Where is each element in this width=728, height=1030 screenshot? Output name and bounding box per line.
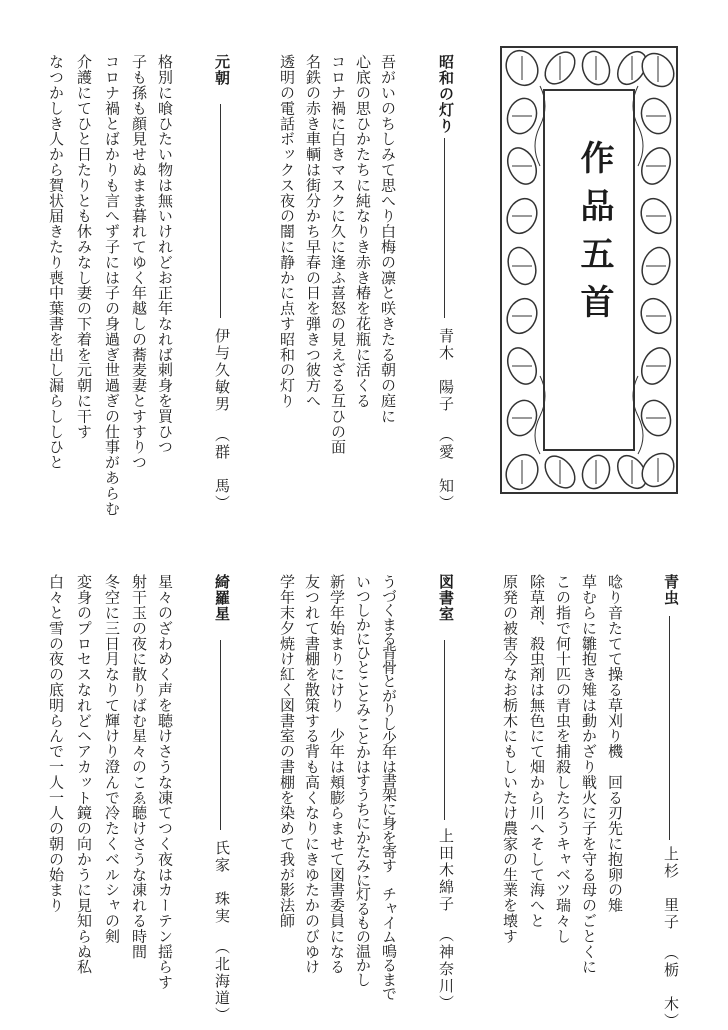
poem-line: うづくまる背骨とがりし少年は書架に身を寄す チャイム鳴るまで — [380, 574, 398, 1001]
work-title: 図書室 — [437, 574, 455, 622]
poem-line: 吾がいのちしみて思へり白梅の凛と咲きたる朝の庭に — [379, 54, 397, 424]
poem-line: コロナ禍とばかりも言へず子には子の身過ぎ世過ぎの仕事があらむ — [103, 54, 121, 516]
title-rule — [444, 640, 445, 820]
poem-line: 介護にてひと日たりとも休みなし妻の下着を元朝に干す — [75, 54, 93, 439]
poem-line: 友つれて書棚を散策する背も高くなりにきゆたかのびゆけ — [303, 574, 321, 975]
poem-line: 草むらに雛抱き雉は動かざり戦火に子を守る母のごとくに — [580, 574, 598, 975]
poem-line: 名鉄の赤き車輌は街分かち早春の日を弾きつ彼方へ — [304, 54, 322, 409]
work-title: 元朝 — [213, 54, 231, 86]
poem-line: 格別に喰ひたい物は無いけれどお正年なれば刺身を買ひつ — [156, 54, 174, 455]
author-name: 青木 陽子（愛 知） — [437, 328, 455, 512]
title-rule — [669, 616, 670, 840]
title-rule — [220, 640, 221, 830]
poem-line: 射干玉の夜に散りばむ星々のこゑ聴けさうな凍れる時間 — [130, 574, 148, 959]
page-title: 作品五首 — [574, 140, 614, 332]
poem-line: なつかしき人から賀状届きたり喪中葉書を出し漏らししひと — [47, 54, 65, 470]
poem-line: 学年末夕焼け紅く図書室の書棚を染めて我が影法師 — [278, 574, 296, 929]
author-prefecture: （栃 木） — [662, 945, 680, 1030]
author-name: 氏家 珠実（北海道） — [213, 840, 231, 1024]
poem-line: 心底の思ひかたちに純なりき赤き椿を花瓶に活くる — [354, 54, 372, 409]
author-name: 上田木綿子（神奈川） — [437, 828, 455, 1012]
poem-line: 新学年始まりにけり 少年は頬膨らませて図書委員になる — [328, 574, 346, 975]
poem-line: この指で何十匹の青虫を捕殺したろうキャベツ瑞々し — [554, 574, 572, 944]
work-title: 青虫 — [662, 574, 680, 606]
work-title: 綺羅星 — [213, 574, 231, 622]
poem-line: 星々のざわめく声を聴けさうな凍てつく夜はカーテン揺らす — [156, 574, 174, 990]
poem-line: 変身のプロセスなれどヘアカット鏡の向かうに見知らぬ私 — [75, 574, 93, 975]
poem-line: 原発の被害今なお栃木にもしいたけ農家の生業を壊す — [501, 574, 519, 944]
author-prefecture: （北海道） — [213, 939, 231, 1024]
poem-line: 白々と雪の夜の底明らんで一人一人の朝の始まり — [47, 574, 65, 913]
poem-line: コロナ禍に白きマスクに久に逢ふ喜怒の見えざる互ひの面 — [329, 54, 347, 455]
author-name: 上杉 里子（栃 木） — [662, 846, 680, 1030]
author-name: 伊与久敏男（群 馬） — [213, 328, 231, 512]
poem-line: 唸り音たてて操る草刈り機 回る刃先に抱卵の雉 — [606, 574, 624, 913]
poem-line: 除草剤、殺虫剤は無色にて畑から川へそして海へと — [528, 574, 546, 929]
poem-line: 冬空に三日月なりて輝けり澄んで冷たくベルシャの剣 — [103, 574, 121, 944]
poem-line: 子も孫も顔見せぬまま暮れてゆく年越しの蕎麦妻とすすりつ — [130, 54, 148, 470]
title-rule — [444, 138, 445, 318]
poem-line: 透明の電話ボックス夜の闇に静かに点す昭和の灯り — [278, 54, 296, 409]
work-title: 昭和の灯り — [437, 54, 455, 134]
author-prefecture: （群 馬） — [213, 427, 231, 512]
author-prefecture: （愛 知） — [437, 427, 455, 512]
title-rule — [220, 104, 221, 318]
author-prefecture: （神奈川） — [437, 927, 455, 1012]
poem-line: いつしかにひとことみことかはすうちにかたみに灯るもの温かし — [354, 574, 372, 986]
